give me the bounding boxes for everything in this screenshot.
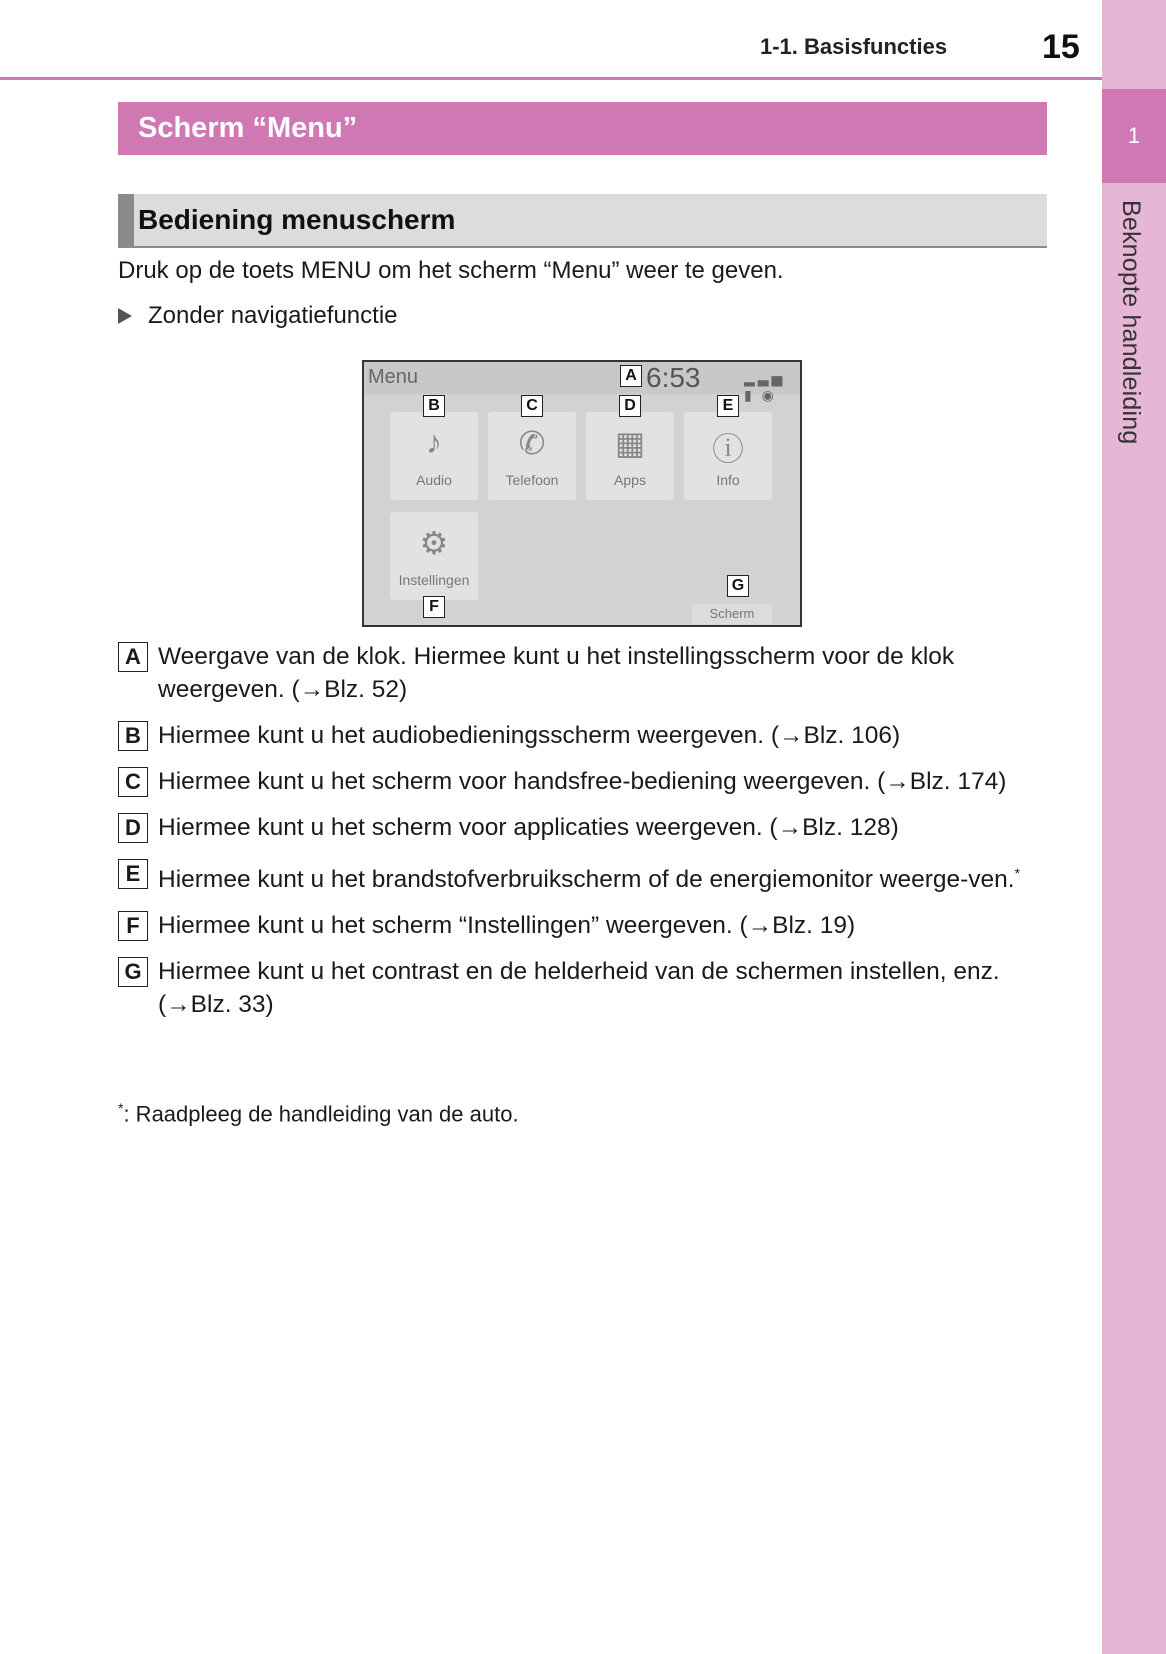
header-rule — [0, 77, 1102, 80]
tile-label: Instellingen — [398, 572, 470, 588]
apps-grid-icon: ▦ — [614, 425, 646, 461]
legend-item — [118, 765, 1048, 798]
legend-text: Hiermee kunt u het audiobedieningsscherm weergeven. (→Blz. 106) — [158, 722, 901, 749]
callout-g: G — [727, 575, 749, 597]
display-button[interactable]: Scherm — [692, 604, 772, 624]
legend-key: E — [118, 859, 148, 889]
callout-e: E — [717, 395, 739, 417]
legend-text: Hiermee kunt u het scherm voor handsfree-bediening weergeven. (→Blz. 174) — [158, 768, 1007, 795]
tile-label: Apps — [614, 472, 646, 488]
section-title: Scherm “Menu” — [118, 102, 1047, 155]
subsection-title: Bediening menuscherm — [118, 194, 1047, 248]
legend-item — [118, 640, 1048, 706]
footnote-text: : Raadpleeg de handleiding van de auto. — [123, 1101, 519, 1127]
tile-label: Telefoon — [505, 472, 559, 488]
menu-screen-illustration — [362, 360, 802, 627]
callout-a: A — [620, 365, 642, 387]
tile-info[interactable] — [684, 412, 772, 500]
screen-title: Menu — [368, 366, 419, 388]
intro-text: Druk op de toets MENU om het scherm “Menu” weer te geven. — [118, 257, 784, 284]
callout-d: D — [619, 395, 641, 417]
tile-apps[interactable] — [586, 412, 674, 500]
legend-key: C — [118, 767, 148, 797]
legend-text: Weergave van de klok. Hiermee kunt u het instellingsscherm voor de klok weergeven. (→Blz. 52) — [158, 643, 955, 703]
legend-text: Hiermee kunt u het brandstofverbruikscherm of de energiemonitor weerge-ven. — [158, 866, 1015, 894]
legend-item — [118, 719, 1048, 752]
screen-topbar — [364, 362, 800, 394]
music-note-icon: ♪ — [426, 424, 442, 460]
tile-instellingen[interactable] — [390, 512, 478, 600]
chapter-tab[interactable]: 1 — [1102, 89, 1166, 183]
legend-item — [118, 811, 1048, 844]
bullet-text: Zonder navigatiefunctie — [148, 302, 398, 329]
legend-key: G — [118, 957, 148, 987]
legend-item — [118, 857, 1048, 896]
phone-icon: ✆ — [518, 425, 546, 461]
status-icons: ▂▃▅ ▮ ◉ — [744, 370, 786, 403]
legend-key: A — [118, 642, 148, 672]
legend-item — [118, 909, 1048, 942]
legend-text: Hiermee kunt u het scherm voor applicaties weergeven. (→Blz. 128) — [158, 814, 899, 841]
footnote-marker: * — [118, 1100, 124, 1116]
running-head: 1-1. Basisfuncties — [760, 34, 948, 59]
bullet-item — [118, 302, 398, 330]
triangle-bullet-icon — [118, 308, 132, 324]
footnote-mark: * — [1014, 865, 1021, 881]
tile-telefoon[interactable] — [488, 412, 576, 500]
legend-text: Hiermee kunt u het contrast en de helderheid van de schermen instellen, enz. (→Blz. 33) — [158, 958, 1000, 1019]
callout-f: F — [423, 596, 445, 618]
callout-b: B — [423, 395, 445, 417]
tile-label: Audio — [416, 472, 452, 488]
tile-label: Info — [716, 472, 740, 488]
screen-clock[interactable]: 6:53 — [646, 362, 701, 393]
legend-item — [118, 955, 1048, 1021]
footnote — [118, 1100, 519, 1127]
legend-key: F — [118, 911, 148, 941]
legend-list — [118, 640, 1048, 1034]
tile-audio[interactable] — [390, 412, 478, 500]
page-number: 15 — [1042, 28, 1080, 66]
info-icon: ⓘ — [711, 431, 744, 467]
legend-text: Hiermee kunt u het scherm “Instellingen” weergeven. (→Blz. 19) — [158, 912, 856, 940]
gear-icon: ⚙ — [419, 525, 449, 561]
chapter-label: Beknopte handleiding — [1117, 200, 1145, 445]
legend-key: D — [118, 813, 148, 843]
legend-key: B — [118, 721, 148, 751]
callout-c: C — [521, 395, 543, 417]
